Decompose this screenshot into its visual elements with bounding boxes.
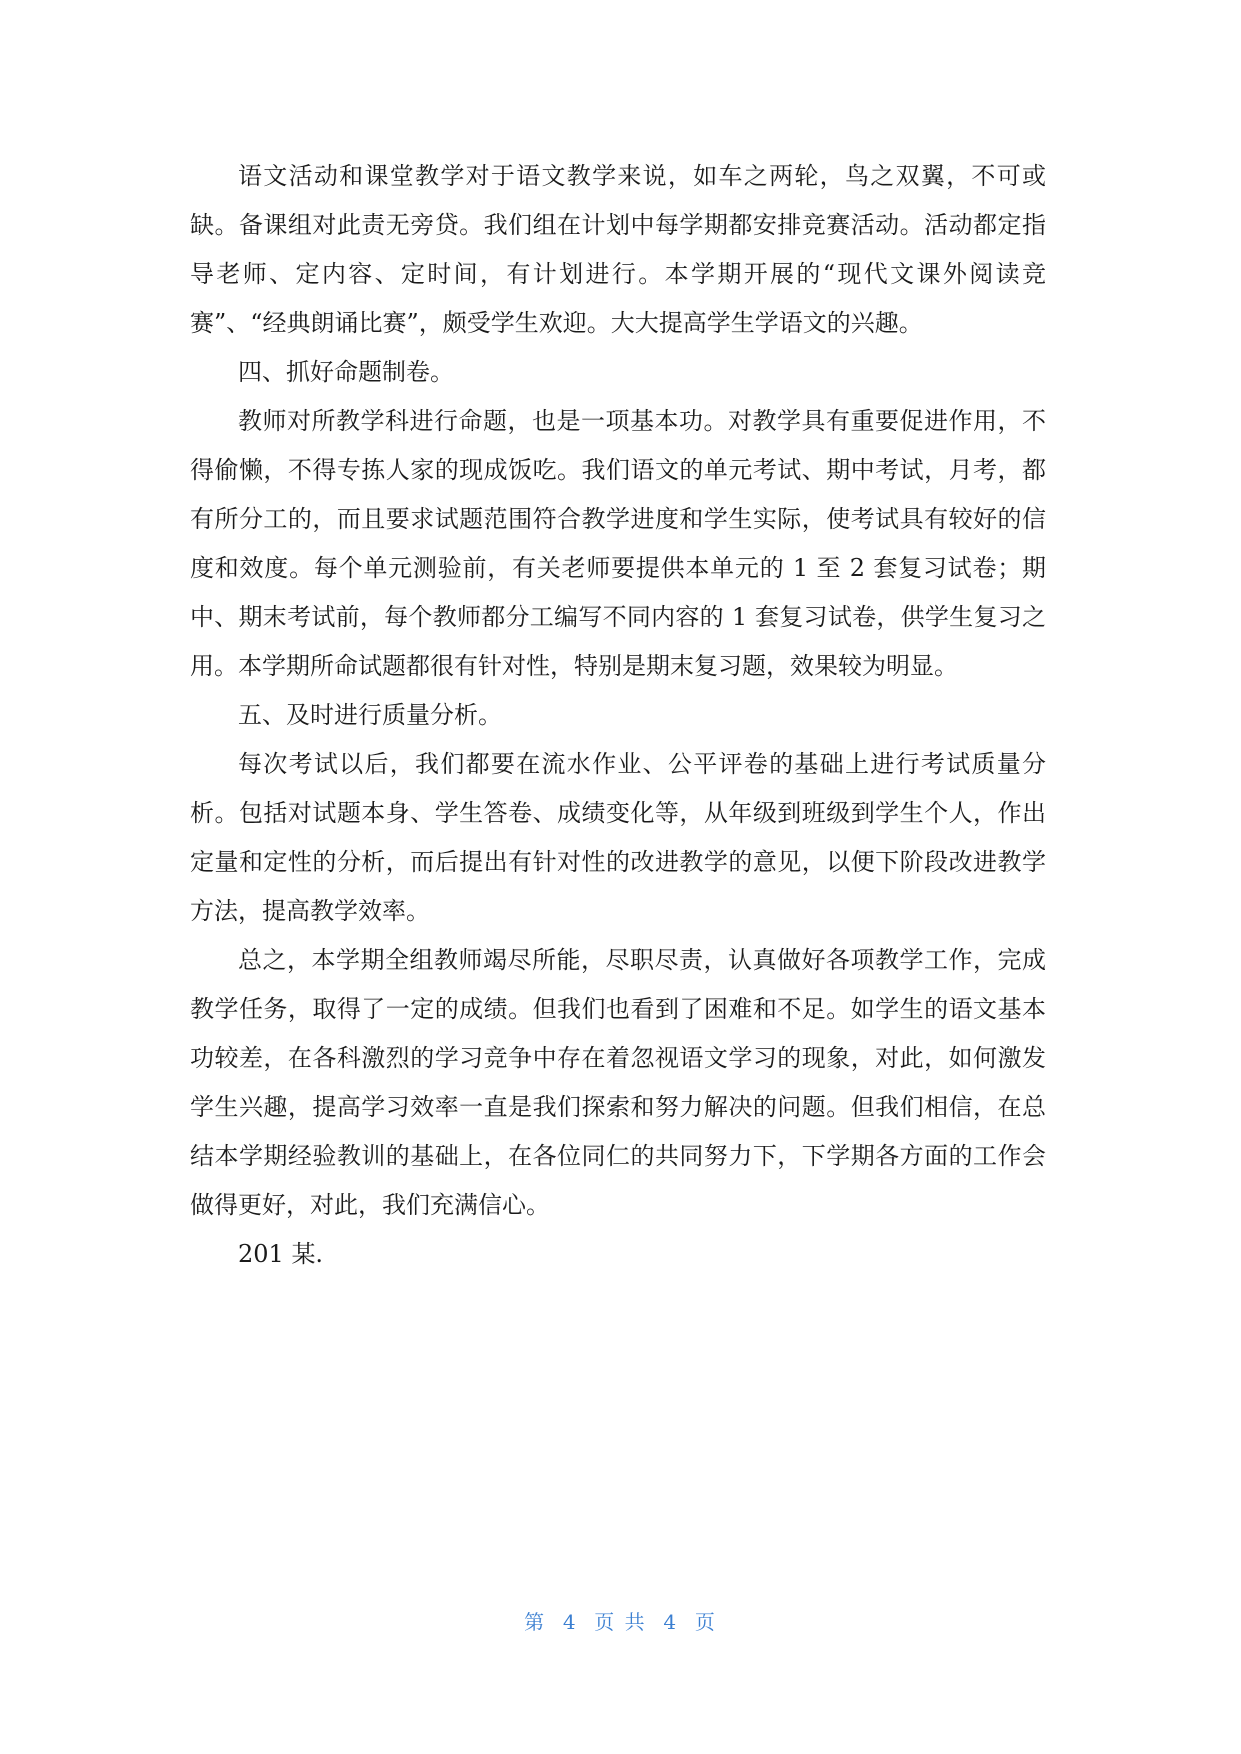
paragraph-exam-papers: 教师对所教学科进行命题，也是一项基本功。对教学具有重要促进作用，不得偷懒，不得专拣人家的现成饭吃。我们语文的单元考试、期中考试，月考，都有所分工的，而且要求试题范围符合教学进度和学生实际，使考试具有较好的信度和效度。每个单元测验前，有关老师要提供本单元的 1 至 2 套复习试卷；期中、期末考试前，每个教师都分工编写不同内容的 1 套复习试卷，供学生复习之用。本学期所命试题都很有针对性，特别是期末复习题，效果较为明显。: [190, 407, 1046, 680]
page-number-footer: 第 4 页 共 4 页: [524, 1610, 717, 1634]
paragraph-date: 201 某.: [238, 1240, 324, 1268]
document-body: [190, 152, 1046, 1279]
paragraph-quality-analysis: 每次考试以后，我们都要在流水作业、公平评卷的基础上进行考试质量分析。包括对试题本身、学生答卷、成绩变化等，从年级到班级到学生个人，作出定量和定性的分析，而后提出有针对性的改进教学的意见，以便下阶段改进教学方法，提高教学效率。: [190, 750, 1046, 925]
heading-section-five: 五、及时进行质量分析。: [238, 701, 502, 729]
heading-section-four: 四、抓好命题制卷。: [238, 358, 454, 386]
paragraph-activities: 语文活动和课堂教学对于语文教学来说，如车之两轮，鸟之双翼，不可或缺。备课组对此责无旁贷。我们组在计划中每学期都安排竞赛活动。活动都定指导老师、定内容、定时间，有计划进行。本学期开展的“现代文课外阅读竞赛”、“经典朗诵比赛”，颇受学生欢迎。大大提高学生学语文的兴趣。: [190, 162, 1046, 337]
paragraph-summary: 总之，本学期全组教师竭尽所能，尽职尽责，认真做好各项教学工作，完成教学任务，取得了一定的成绩。但我们也看到了困难和不足。如学生的语文基本功较差，在各科激烈的学习竞争中存在着忽视语文学习的现象，对此，如何激发学生兴趣，提高学习效率一直是我们探索和努力解决的问题。但我们相信，在总结本学期经验教训的基础上，在各位同仁的共同努力下，下学期各方面的工作会做得更好，对此，我们充满信心。: [190, 946, 1046, 1219]
